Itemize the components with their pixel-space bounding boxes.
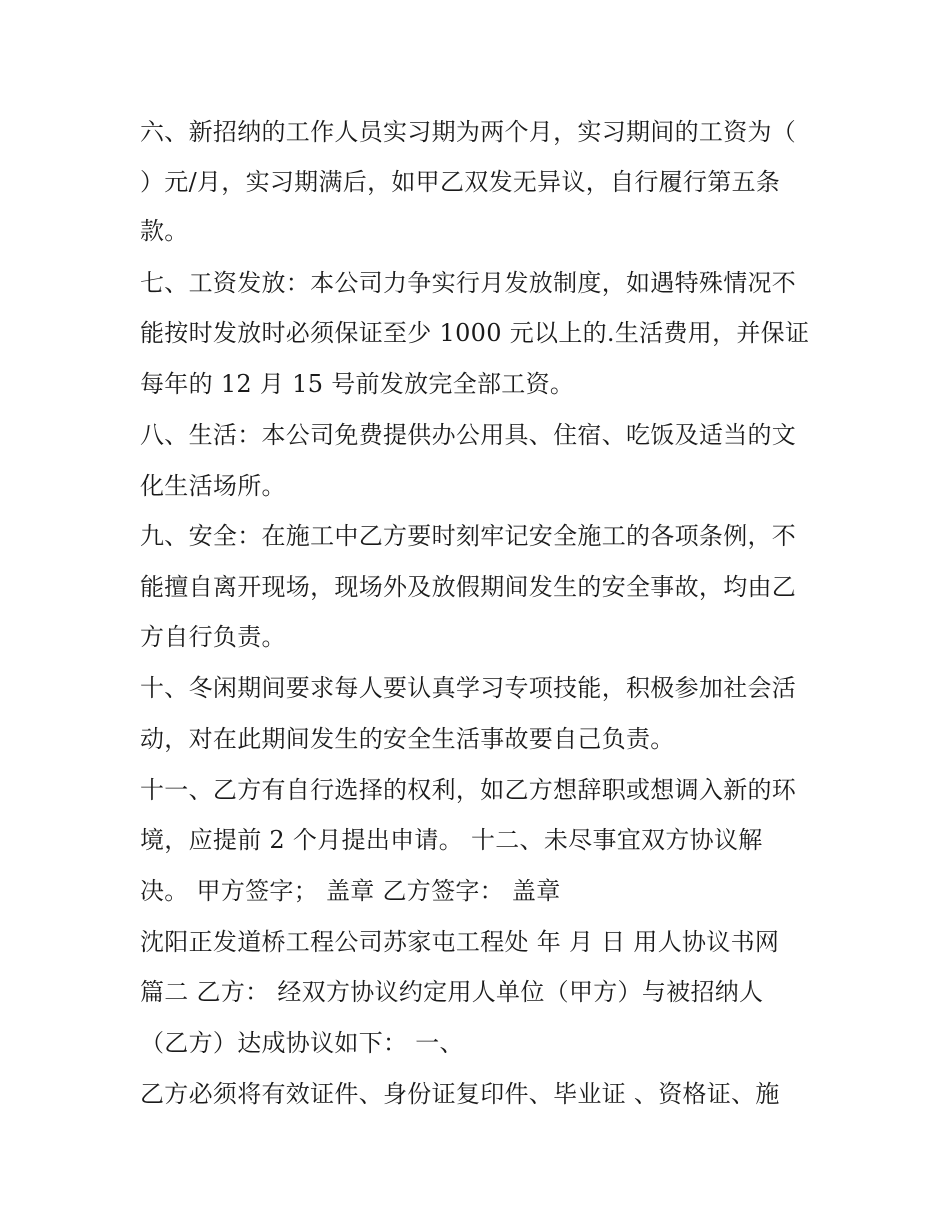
text-line: 每年的 12 月 15 号前发放完全部工资。: [140, 370, 575, 398]
text-line: 篇二 乙方： 经双方协议约定用人单位（甲方）与被招纳人: [140, 978, 764, 1006]
text-line: （乙方）达成协议如下： 一、: [140, 1029, 464, 1057]
text-line: 境，应提前 2 个月提出申请。 十二、未尽事宜双方协议解: [140, 826, 763, 854]
text-line: 八、生活：本公司免费提供办公用具、住宿、吃饭及适当的文: [140, 421, 797, 449]
text-line: 化生活场所。: [140, 472, 286, 500]
text-line: 十一、乙方有自行选择的权利，如乙方想辞职或想调入新的环: [140, 776, 797, 804]
text-line: 九、安全：在施工中乙方要时刻牢记安全施工的各项条例，不: [140, 522, 797, 550]
text-line: 动，对在此期间发生的安全生活事故要自己负责。: [140, 725, 675, 753]
text-line: ）元/月，实习期满后，如甲乙双发无异议，自行履行第五条: [140, 168, 781, 196]
text-line: 能按时发放时必须保证至少 1000 元以上的.生活费用，并保证: [140, 319, 810, 347]
text-line: 方自行负责。: [140, 623, 286, 651]
text-line: 决。 甲方签字； 盖章 乙方签字： 盖章: [140, 877, 561, 905]
text-line: 款。: [140, 217, 189, 245]
text-line: 十、冬闲期间要求每人要认真学习专项技能，积极参加社会活: [140, 674, 797, 702]
text-line: 沈阳正发道桥工程公司苏家屯工程处 年 月 日 用人协议书网: [140, 928, 780, 956]
text-line: 乙方必须将有效证件、身份证复印件、毕业证 、资格证、施: [140, 1080, 780, 1108]
text-line: 七、工资发放：本公司力争实行月发放制度，如遇特殊情况不: [140, 269, 797, 297]
text-line: 能擅自离开现场，现场外及放假期间发生的安全事故，均由乙: [140, 573, 797, 601]
text-line: 六、新招纳的工作人员实习期为两个月，实习期间的工资为（: [140, 118, 797, 146]
